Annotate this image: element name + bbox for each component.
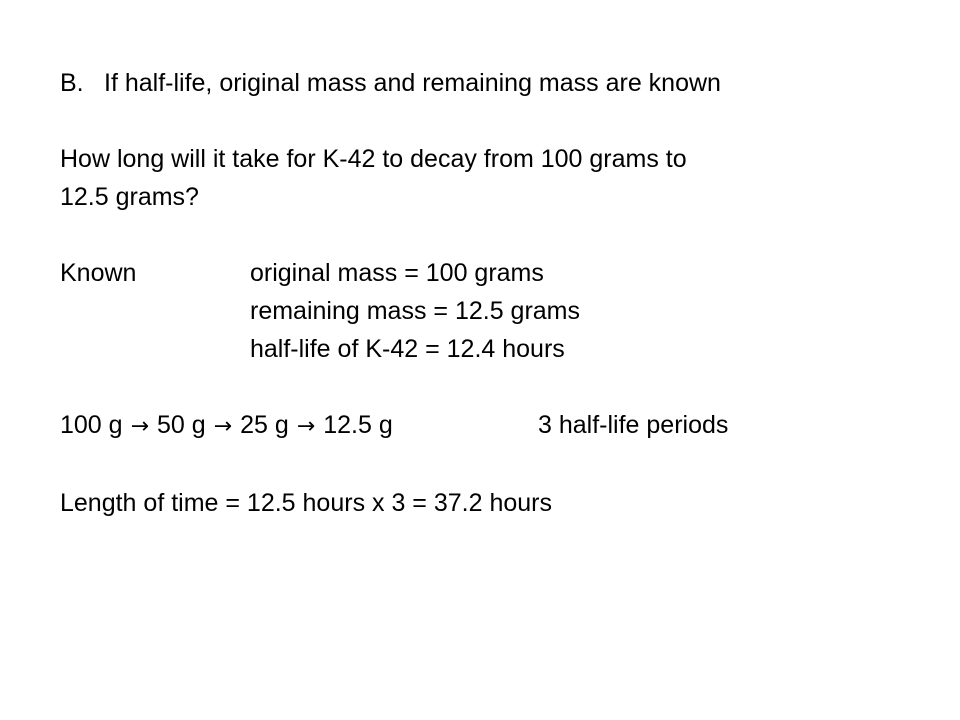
- known-item-original-mass: original mass = 100 grams: [250, 259, 544, 287]
- right-arrow-icon: →: [296, 414, 316, 439]
- known-row-1: [60, 254, 920, 292]
- section-heading-text: If half-life, original mass and remaining mass are known: [104, 69, 721, 97]
- section-marker: B.: [60, 69, 84, 97]
- spacer: [60, 216, 920, 254]
- decay-step-2: 50 g: [157, 411, 206, 439]
- spacer: [60, 368, 920, 406]
- decay-chain-steps: [60, 406, 538, 446]
- decay-step-3: 25 g: [240, 411, 289, 439]
- section-heading: [60, 64, 920, 102]
- spacer: [60, 446, 920, 484]
- half-life-periods: 3 half-life periods: [538, 411, 729, 439]
- known-item-remaining-mass: remaining mass = 12.5 grams: [250, 297, 581, 325]
- decay-chain: [60, 406, 920, 446]
- result-line: Length of time = 12.5 hours x 3 = 37.2 hours: [60, 489, 552, 517]
- slide-content: [60, 64, 920, 522]
- spacer: [60, 102, 920, 140]
- known-item-half-life: half-life of K-42 = 12.4 hours: [250, 335, 565, 363]
- known-label: Known: [60, 259, 137, 287]
- right-arrow-icon: →: [130, 414, 149, 439]
- known-row-2: [60, 292, 920, 330]
- right-arrow-icon: →: [213, 414, 233, 439]
- decay-step-4: 12.5 g: [323, 411, 393, 439]
- question-line-1: How long will it take for K-42 to decay from 100 grams to: [60, 145, 687, 173]
- question-line-2: 12.5 grams?: [60, 183, 199, 211]
- decay-step-1: 100 g: [60, 411, 123, 439]
- known-row-3: [60, 330, 920, 368]
